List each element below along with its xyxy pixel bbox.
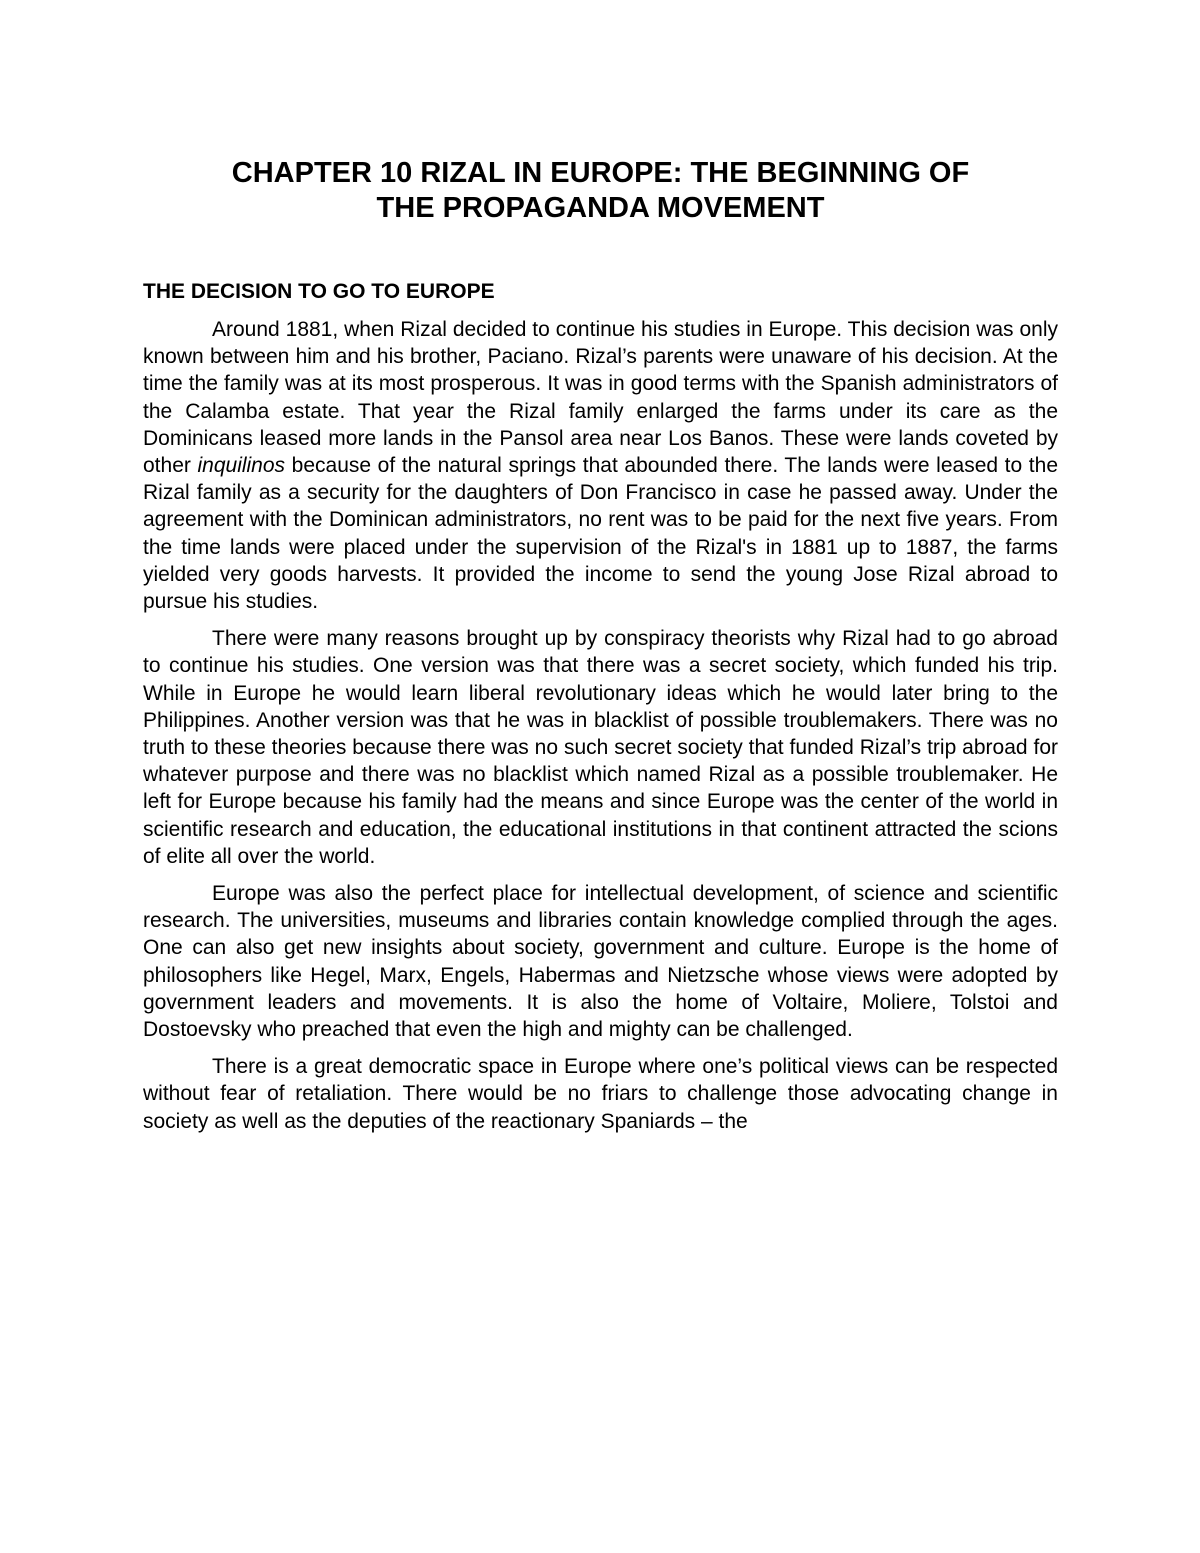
paragraph-4: There is a great democratic space in Europe where one’s political views can be respected without fear of retaliation. There would be no friars to challenge those advocating change in society as well as the deputies of the reactionary Spaniards – the [143,1055,1058,1133]
paragraph-1 [143,316,1058,615]
chapter-title-line-2: THE PROPAGANDA MOVEMENT [376,192,825,224]
italic-term: inquilinos [197,454,286,478]
body-text [143,316,1058,1145]
paragraph-1-text-b: because of the natural springs that abounded there. The lands were leased to the Rizal family as a security for the daughters of Don Francisco in case he passed away. Under the agreement with the Dominican administrators, no rent was to be paid for the next five years. From the time lands were placed under the supervision of the Rizal's in 1881 up to 1887, the farms yielded very goods harvests. It provided the income to send the young Jose Rizal abroad to pursue his studies. [143,454,1058,614]
paragraph-3: Europe was also the perfect place for intellectual development, of science and scientific research. The universities, museums and libraries contain knowledge complied through the ages. One can also get new insights about society, government and culture. Europe is the home of philosophers like Hegel, Marx, Engels, Habermas and Nietzsche whose views were adopted by government leaders and movements. It is also the home of Voltaire, Moliere, Tolstoi and Dostoevsky who preached that even the high and mighty can be challenged. [143,882,1058,1042]
section-heading: THE DECISION TO GO TO EUROPE [143,280,495,303]
chapter-title [143,156,1058,226]
paragraph-1-text-a: Around 1881, when Rizal decided to continue his studies in Europe. This decision was only known between him and his brother, Paciano. Rizal’s parents were unaware of his decision. At the time the family was at its most prosperous. It was in good terms with the Spanish administrators of the Calamba estate. That year the Rizal family enlarged the farms under its care as the Dominicans leased more lands in the Pansol area near Los Banos. These were lands coveted by other [143,318,1058,478]
chapter-title-line-1: CHAPTER 10 RIZAL IN EUROPE: THE BEGINNING OF [231,157,970,189]
paragraph-2: There were many reasons brought up by conspiracy theorists why Rizal had to go abroad to continue his studies. One version was that there was a secret society, which funded his trip. While in Europe he would learn liberal revolutionary ideas which he would later bring to the Philippines. Another version was that he was in blacklist of possible troublemakers. There was no truth to these theories because there was no such secret society that funded Rizal’s trip abroad for whatever purpose and there was no blacklist which named Rizal as a possible troublemaker. He left for Europe because his family had the means and since Europe was the center of the world in scientific research and education, the educational institutions in that continent attracted the scions of elite all over the world. [143,627,1058,868]
